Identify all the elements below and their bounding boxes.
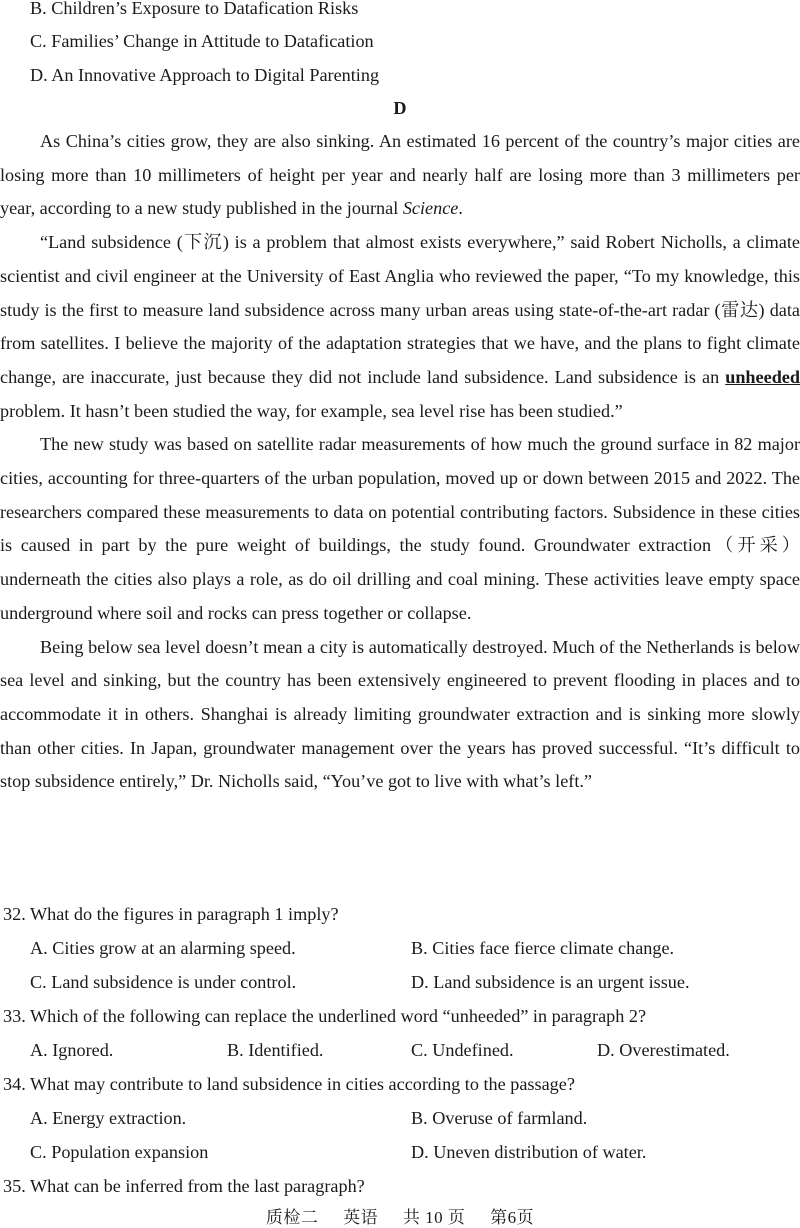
footer-exam: 质检二	[265, 1208, 319, 1227]
section-label: D	[393, 98, 407, 118]
page-footer	[0, 1203, 800, 1228]
question-32-option-d[interactable]: D. Land subsidence is an urgent issue.	[411, 972, 690, 992]
question-34-stem: 34. What may contribute to land subsidence in cities according to the passage?	[3, 1074, 575, 1094]
prev-option-d: D. An Innovative Approach to Digital Parenting	[30, 65, 380, 85]
prev-option-c: C. Families’ Change in Attitude to Datafication	[30, 31, 374, 51]
question-32-option-b[interactable]: B. Cities face fierce climate change.	[411, 938, 675, 958]
question-32-option-c[interactable]: C. Land subsidence is under control.	[30, 972, 297, 992]
question-34-option-d[interactable]: D. Uneven distribution of water.	[411, 1142, 647, 1162]
question-33-stem: 33. Which of the following can replace the underlined word “unheeded” in paragraph 2?	[3, 1006, 647, 1026]
question-33-option-b[interactable]: B. Identified.	[227, 1040, 324, 1060]
paragraph-1-end: .	[458, 198, 463, 219]
paragraph-4: Being below sea level doesn’t mean a city is automatically destroyed. Much of the Netherlands is below sea level and sinking, but the country has been extensively engineered to prevent flooding in places and to accommodate it in others. Shanghai is already limiting groundwater extraction and is sinking more slowly than other cities. In Japan, groundwater management over the years has proved successful. “It’s difficult to stop subsidence entirely,” Dr. Nicholls said, “You’ve got to live with what’s left.”	[0, 636, 800, 792]
paragraph-2	[0, 226, 800, 428]
footer-subject: 英语	[343, 1208, 379, 1227]
prev-option-b: B. Children’s Exposure to Datafication Risks	[30, 0, 359, 18]
question-33-option-a[interactable]: A. Ignored.	[30, 1040, 114, 1060]
underlined-word: unheeded	[725, 366, 800, 387]
paragraph-1-text: As China’s cities grow, they are also sinking. An estimated 16 percent of the country’s major cities are losing more than 10 millimeters of height per year and nearly half are losing more than 3 millimeters per year, according to a new study published in the journal	[0, 131, 800, 219]
paragraph-3: The new study was based on satellite radar measurements of how much the ground surface in 82 major cities, accounting for three-quarters of the urban population, moved up or down between 2015 and 2022. The researchers compared these measurements to data on potential contributing factors. Subsidence in these cities is caused in part by the pure weight of buildings, the study found. Groundwater extraction（开采）underneath the cities also plays a role, as do oil drilling and coal mining. These activities leave empty space underground where soil and rocks can press together or collapse.	[0, 434, 800, 623]
paragraph-2-after: problem. It hasn’t been studied the way, for example, sea level rise has been studied.”	[0, 400, 623, 421]
question-34-option-a[interactable]: A. Energy extraction.	[30, 1108, 187, 1128]
question-33-option-c[interactable]: C. Undefined.	[411, 1040, 514, 1060]
question-35-stem: 35. What can be inferred from the last paragraph?	[3, 1176, 365, 1196]
question-34-option-c[interactable]: C. Population expansion	[30, 1142, 209, 1162]
question-32-option-a[interactable]: A. Cities grow at an alarming speed.	[30, 938, 296, 958]
question-32-stem: 32. What do the figures in paragraph 1 imply?	[3, 904, 339, 924]
question-34-option-b[interactable]: B. Overuse of farmland.	[411, 1108, 588, 1128]
passage	[0, 125, 800, 799]
question-33-option-d[interactable]: D. Overestimated.	[597, 1040, 730, 1060]
paragraph-1	[0, 125, 800, 226]
footer-total-pages: 共 10 页	[402, 1208, 466, 1227]
paragraph-2-before: “Land subsidence (下沉) is a problem that almost exists everywhere,” said Robert Nicholls, a climate scientist and civil engineer at the University of East Anglia who reviewed the paper, “To my knowledge, this study is the first to measure land subsidence across many urban areas using state-of-the-art radar (雷达) data from satellites. I believe the majority of the adaptation strategies that we have, and the plans to fight climate change, are inaccurate, just because they did not include land subsidence. Land subsidence is an	[0, 232, 800, 387]
journal-name: Science	[402, 198, 459, 219]
footer-page-number: 第6页	[490, 1208, 535, 1227]
